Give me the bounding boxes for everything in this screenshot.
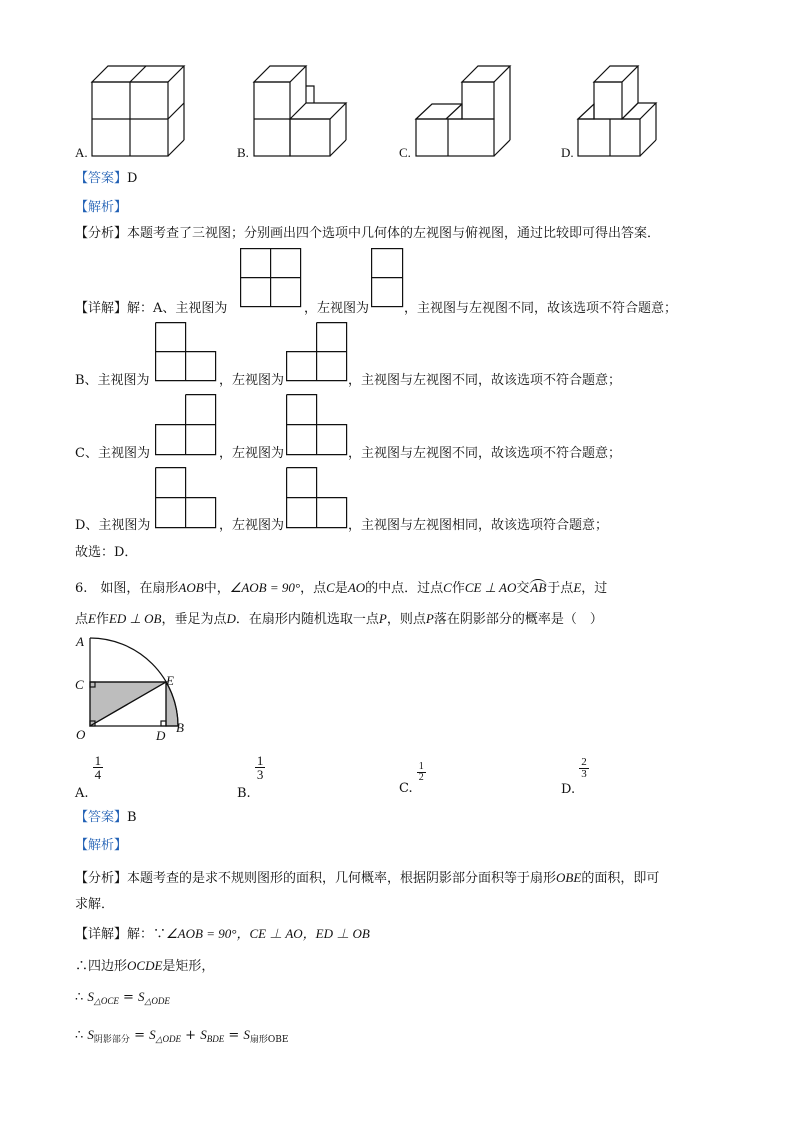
option-c-label: C. — [399, 145, 411, 160]
math-c: C — [443, 580, 452, 595]
stem-text: 的中点．过点 — [365, 581, 444, 596]
numerator: 1 — [94, 753, 102, 768]
stem-text: 落在阴影部分的概率是（ ） — [433, 612, 603, 627]
option-b-label: B. — [237, 145, 249, 160]
math-d: D — [226, 611, 236, 626]
q5-row-b-prefix: B、主视图为 — [75, 373, 150, 388]
q5-row-d-prefix: D、主视图为 — [75, 518, 151, 533]
xj-text: ∴四边形 — [75, 959, 128, 974]
math-ao: AO — [347, 580, 366, 595]
q6-answer-line — [75, 806, 137, 825]
option-fraction — [417, 762, 426, 783]
denominator: 3 — [256, 767, 264, 782]
math-s: S — [138, 989, 145, 1004]
option-letter: C. — [399, 781, 413, 796]
denominator: 4 — [94, 767, 102, 782]
math-ed-perp-ob: ED ⊥ OB — [108, 611, 162, 626]
row-c-zuo: ，左视图为 — [219, 446, 285, 461]
q5-row-c-prefix: C、主视图为 — [75, 446, 150, 461]
math-p: P — [425, 611, 434, 626]
math-s: S — [200, 1027, 207, 1042]
subscript: △ODE — [155, 1034, 182, 1044]
option-letter: D. — [561, 782, 576, 797]
option-fraction — [579, 757, 589, 780]
stem-text: ，点 — [300, 581, 327, 596]
math-e: E — [573, 580, 582, 595]
row-a-diff: ，主视图与左视图不同，故该选项不符合题意； — [404, 301, 678, 316]
math-ed-perp-ob: ，ED ⊥ OB — [302, 926, 370, 941]
option-fraction — [255, 754, 266, 781]
answer-tag: 【答案】 — [75, 171, 128, 186]
math-p: P — [378, 611, 387, 626]
fig-label-d: D — [156, 728, 166, 743]
fig-label-e: E — [166, 673, 174, 688]
option-d-label: D. — [561, 145, 574, 160]
denominator: 2 — [418, 772, 424, 783]
row-a-left-view — [371, 248, 404, 308]
option-letter: B. — [237, 786, 251, 801]
q6-option-d[interactable] — [561, 757, 589, 797]
fig-label-c: C — [75, 677, 84, 692]
stem-text: 交 — [516, 581, 530, 596]
equals: = — [129, 1028, 150, 1043]
math-ce-perp-ao: ，CE ⊥ AO — [236, 926, 303, 941]
q6-fenxi-line2: 求解． — [75, 897, 115, 912]
q5-row-a — [75, 297, 227, 316]
q5-conclusion: 故选：D． — [75, 545, 138, 560]
math-arc-ab: AB — [530, 580, 547, 595]
subscript: 扇形OBE — [249, 1035, 289, 1045]
numerator: 2 — [581, 756, 587, 768]
xj-text: 是矩形， — [162, 959, 215, 974]
fig-label-o: O — [76, 727, 86, 742]
numerator: 1 — [418, 761, 424, 772]
math-s: S — [87, 989, 94, 1004]
subscript: △ODE — [144, 996, 170, 1006]
row-c-front-view — [155, 394, 217, 456]
q6-option-a[interactable] — [75, 754, 103, 801]
stem-text: 6. 如图，在扇形 — [75, 581, 179, 596]
fenxi-tag: 【分析】 — [75, 226, 128, 241]
q6-stem-line1 — [75, 577, 607, 596]
answer-value: D — [127, 171, 138, 186]
stem-text: 中， — [203, 581, 230, 596]
subscript: △OCE — [93, 996, 119, 1006]
xiangjie-tag: 【详解】 — [75, 301, 128, 316]
stem-text: 作 — [451, 581, 465, 596]
xj-text: 解：∵ — [127, 927, 167, 942]
row-d-front-view — [155, 467, 217, 529]
q6-xiangjie-line2 — [75, 955, 214, 974]
fenxi-text: 本题考查的是求不规则图形的面积，几何概率，根据阴影部分面积等于扇形 — [127, 871, 557, 886]
math-angle: ∠AOB = 90° — [166, 926, 237, 941]
q6-stem-line2 — [75, 608, 603, 627]
stem-text: 作 — [95, 612, 109, 627]
math-ocde: OCDE — [127, 958, 163, 973]
q5-fenxi — [75, 222, 660, 241]
option-a-figure — [92, 66, 192, 158]
jiexi-tag: 【解析】 — [75, 200, 128, 215]
option-c-figure — [416, 66, 516, 158]
row-d-same: ，主视图与左视图相同，故该选项符合题意； — [348, 518, 609, 533]
math-ce-perp-ao: CE ⊥ AO — [464, 580, 517, 595]
row-a-prefix: 解：A、主视图为 — [127, 301, 228, 316]
q6-xiangjie-line1 — [75, 923, 370, 942]
subscript: BDE — [206, 1034, 225, 1044]
answer-tag: 【答案】 — [75, 810, 128, 825]
plus: + — [181, 1028, 201, 1043]
math-s: S — [149, 1027, 156, 1042]
math-aob: AOB — [178, 580, 204, 595]
row-a-zuo: ，左视图为 — [304, 301, 370, 316]
denominator: 3 — [581, 768, 587, 780]
math-angle: ∠AOB = 90° — [229, 580, 301, 595]
equals: = — [118, 990, 139, 1005]
row-c-left-view — [286, 394, 348, 456]
math-e: E — [88, 611, 96, 626]
q5-answer-line — [75, 167, 137, 186]
row-d-left-view — [286, 467, 348, 529]
fenxi-text: 的面积，即可 — [581, 871, 660, 886]
row-c-diff: ，主视图与左视图不同，故该选项不符合题意； — [348, 446, 622, 461]
answer-value: B — [127, 810, 137, 825]
numerator: 1 — [256, 753, 264, 768]
math-c: C — [326, 580, 335, 595]
row-b-diff: ，主视图与左视图不同，故该选项不符合题意； — [348, 373, 622, 388]
therefore-symbol: ∴ — [75, 1028, 84, 1043]
option-d-figure — [578, 66, 678, 158]
subscript: 阴影部分 — [93, 1035, 130, 1045]
math-s: S — [243, 1027, 250, 1042]
row-b-zuo: ，左视图为 — [219, 373, 285, 388]
q6-xiangjie-line4 — [75, 1027, 288, 1045]
stem-text: 点 — [75, 612, 89, 627]
row-d-zuo: ，左视图为 — [219, 518, 285, 533]
stem-text: ．在扇形内随机选取一点 — [235, 612, 379, 627]
option-fraction — [93, 754, 104, 781]
stem-text: 于点 — [547, 581, 574, 596]
q6-fenxi-line1 — [75, 867, 659, 886]
row-b-front-view — [155, 322, 217, 382]
jiexi-tag: 【解析】 — [75, 838, 128, 853]
fig-label-b: B — [176, 720, 184, 735]
q6-option-b[interactable] — [237, 754, 265, 801]
stem-text: ，则点 — [386, 612, 426, 627]
row-b-left-view — [286, 322, 348, 382]
xiangjie-tag: 【详解】 — [75, 927, 128, 942]
option-b-figure — [254, 66, 354, 158]
option-a-label: A. — [75, 145, 88, 160]
equals: = — [224, 1028, 244, 1043]
fenxi-text: 本题考查了三视图；分别画出四个选项中几何体的左视图与俯视图，通过比较即可得出答案． — [127, 226, 661, 241]
fenxi-tag: 【分析】 — [75, 871, 128, 886]
row-a-front-view — [240, 248, 302, 308]
math-s: S — [87, 1027, 94, 1042]
fig-label-a: A — [76, 634, 84, 649]
stem-text: ，过 — [581, 581, 608, 596]
therefore-symbol: ∴ — [75, 990, 84, 1005]
stem-text: 是 — [334, 581, 348, 596]
stem-text: ，垂足为点 — [161, 612, 227, 627]
q6-xiangjie-line3 — [75, 989, 170, 1007]
option-letter: A. — [75, 786, 89, 801]
q6-option-c[interactable] — [399, 762, 426, 796]
math-obe: OBE — [556, 870, 582, 885]
